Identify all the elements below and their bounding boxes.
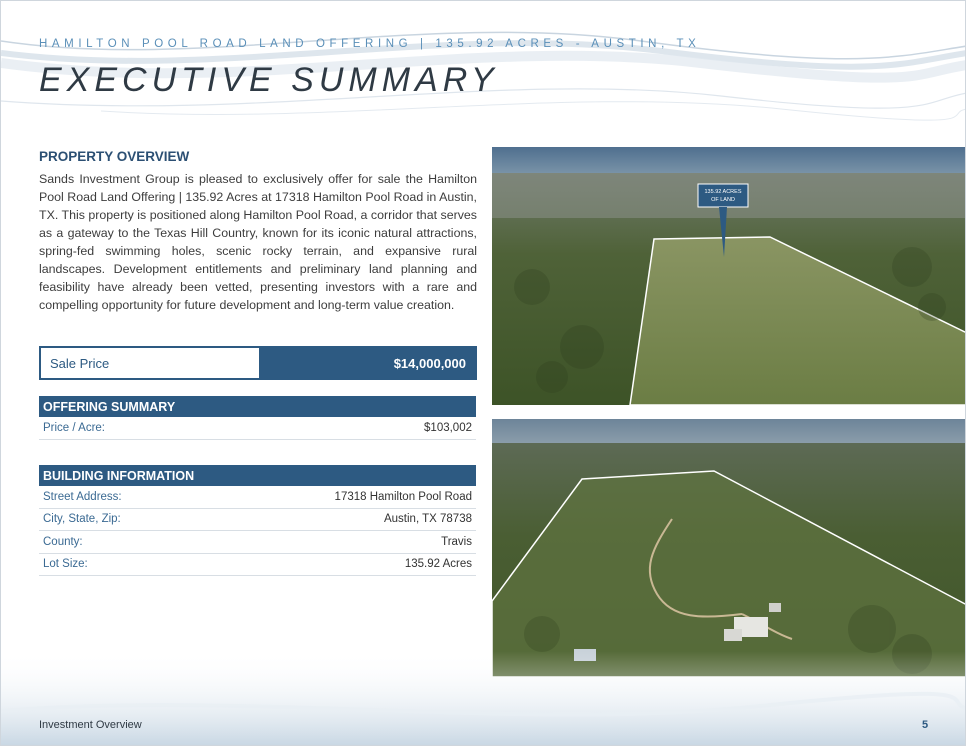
property-overview-heading: PROPERTY OVERVIEW [39,149,190,164]
footer-section-label: Investment Overview [39,719,142,731]
table-row [39,509,476,532]
row-key: City, State, Zip: [43,513,121,526]
offering-summary-heading: OFFERING SUMMARY [39,396,476,417]
sale-price-value: $14,000,000 [259,348,475,378]
marker-line2: OF LAND [711,197,735,203]
property-overview-text: Sands Investment Group is pleased to exclusively offer for sale the Hamilton Pool Road Land Offering | 135.92 Acres at 17318 Hamilton Pool Road in Austin, TX. This property is positioned along Hamilton Pool Road, a corridor that serves as a gateway to the Texas Hill Country, known for its iconic natural attractions, spring-fed swimming holes, scenic rocky terrain, and expansive rural landscapes. Development entitlements and preliminary land planning and feasibility have already been vetted, presenting investors with a rare and compelling opportunity for future development and long-term value creation. [39,172,477,312]
row-value: Travis [441,535,472,548]
row-key: County: [43,535,83,548]
page-title: EXECUTIVE SUMMARY [39,61,499,99]
sale-price-label: Sale Price [41,348,259,378]
aerial-photo-bottom [492,419,966,677]
row-value: $103,002 [424,421,472,434]
row-value: 17318 Hamilton Pool Road [334,490,472,503]
table-row [39,531,476,554]
aerial-photo-top [492,147,966,405]
row-key: Lot Size: [43,558,88,571]
building-information-heading: BUILDING INFORMATION [39,465,476,486]
row-value: Austin, TX 78738 [383,513,472,526]
footer-wave-graphic [1,651,966,746]
row-key: Street Address: [43,490,122,503]
row-key: Price / Acre: [43,421,105,434]
sale-price-box [39,346,477,380]
building-information-table [39,465,476,576]
table-row [39,554,476,577]
marker-line1: 135.92 ACRES [704,189,742,195]
left-column [39,149,477,571]
row-value: 135.92 Acres [404,558,472,571]
table-row [39,486,476,509]
offering-summary-table [39,396,476,440]
header-subtitle: HAMILTON POOL ROAD LAND OFFERING | 135.92 ACRES - AUSTIN, TX [39,38,701,50]
table-row [39,417,476,440]
page-number: 5 [922,719,929,731]
